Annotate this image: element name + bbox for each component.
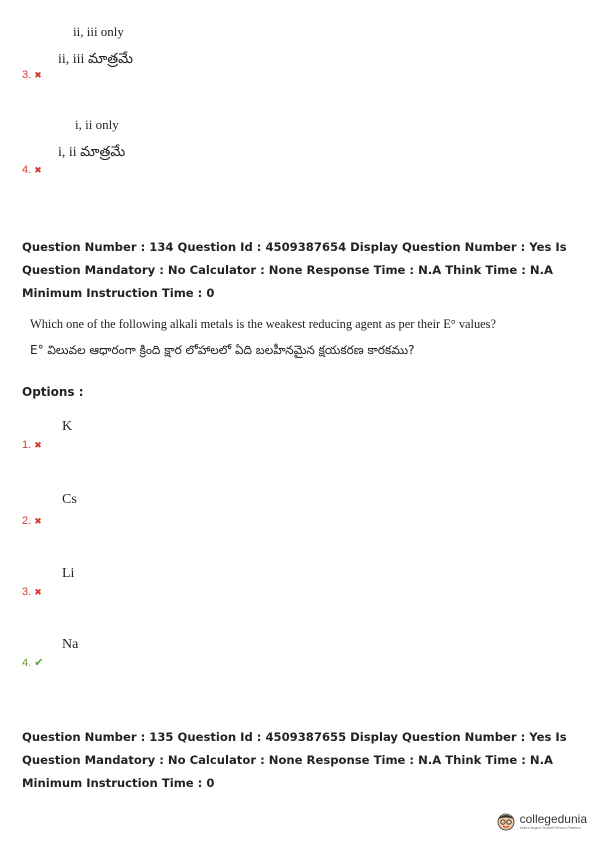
prev-option-4 xyxy=(22,158,42,177)
option-2-text: Cs xyxy=(62,492,77,507)
option-number: 4. xyxy=(22,164,32,176)
check-icon: ✔ xyxy=(34,656,44,669)
prev-option-4-te: i, ii మాత్రమే xyxy=(58,145,126,160)
cross-icon: ✖ xyxy=(34,441,42,451)
cross-icon: ✖ xyxy=(34,71,42,81)
option-3 xyxy=(22,580,42,599)
options-label: Options : xyxy=(22,385,84,399)
option-2 xyxy=(22,509,42,528)
logo-name: collegedunia xyxy=(519,812,587,826)
option-1 xyxy=(22,433,42,452)
question-text-en: Which one of the following alkali metals is the weakest reducing agent as per their E° values? xyxy=(30,317,497,331)
option-4-text: Na xyxy=(62,637,79,652)
logo-mascot-icon xyxy=(495,810,517,832)
question-text-te: E° విలువల ఆధారంగా క్రింది క్షార లోహాలలో ఏది బలహీనమైన క్షయకరణ కారకము? xyxy=(30,343,415,357)
prev-option-3 xyxy=(22,63,42,82)
option-number: 3. xyxy=(22,586,32,598)
option-4 xyxy=(22,651,43,670)
cross-icon: ✖ xyxy=(34,517,42,527)
prev-option-4-en: i, ii only xyxy=(75,117,119,132)
option-3-text: Li xyxy=(62,566,75,581)
option-number: 1. xyxy=(22,439,32,451)
option-number: 2. xyxy=(22,515,32,527)
collegedunia-logo xyxy=(495,810,587,832)
question-meta-134: Question Number : 134 Question Id : 4509387654 Display Question Number : Yes Is Question Mandatory : No Calculator : None Response Time : N.A Think Time : N.A Minimum Instruction Time : 0 xyxy=(22,240,567,300)
logo-tagline: India's largest Student Review Platform xyxy=(519,826,581,830)
option-number: 3. xyxy=(22,69,32,81)
prev-option-3-en: ii, iii only xyxy=(73,24,124,39)
option-number: 4. xyxy=(22,657,32,669)
question-meta-135: Question Number : 135 Question Id : 4509387655 Display Question Number : Yes Is Question Mandatory : No Calculator : None Response Time : N.A Think Time : N.A Minimum Instruction Time : 0 xyxy=(22,730,567,790)
prev-option-3-te: ii, iii మాత్రమే xyxy=(58,52,133,67)
option-1-text: K xyxy=(62,419,73,434)
cross-icon: ✖ xyxy=(34,588,42,598)
cross-icon: ✖ xyxy=(34,166,42,176)
